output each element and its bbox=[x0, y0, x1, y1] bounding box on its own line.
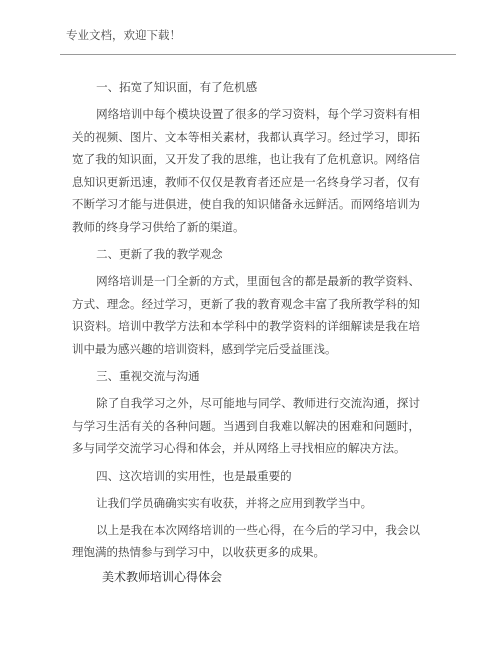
section-heading: 三、重视交流与沟通 bbox=[96, 369, 200, 384]
section-paragraph: 网络培训中每个模块设置了很多的学习资料，每个学习资料有相关的视频、图片、文本等相关素材，我都认真学习。经过学习，即拓宽了我的知识面，又开发了我的思维，也让我有了危机意识。网络信息知识更新迅速，教师不仅仅是教育者还应是一名终身学习者，仅有不断学习才能与进俱进，使自我的知识储备永远鲜活。而网络培训为教师的终身学习供给了新的渠道。 bbox=[72, 107, 420, 235]
section-heading: 一、拓宽了知识面，有了危机感 bbox=[96, 80, 258, 94]
section-paragraph: 除了自我学习之外，尽可能地与同学、教师进行交流沟通，探讨与学习生活有关的各种问题。当遇到自我难以解决的困难和问题时，多与同学交流学习心得和体会，并从网络上寻找相应的解决方法。 bbox=[72, 396, 420, 456]
page-header: 专业文档，欢迎下载！ bbox=[66, 28, 181, 42]
section-paragraph: 让我们学员确确实实有收获，并将之应用到教学当中。 bbox=[96, 495, 373, 510]
header-divider bbox=[60, 54, 456, 55]
document-body bbox=[72, 76, 420, 564]
next-document-title: 美术教师培训心得体会 bbox=[102, 570, 223, 584]
section-paragraph: 以上是我在本次网络培训的一些心得，在今后的学习中，我会以理饱满的热情参与到学习中，以收获更多的成果。 bbox=[72, 522, 420, 560]
section-heading: 二、更新了我的教学观念 bbox=[96, 247, 223, 262]
section-paragraph: 网络培训是一门全新的方式，里面包含的都是最新的教学资料、方式、理念。经过学习，更新了我的教育观念丰富了我所教学科的知识资料。培训中教学方法和本学科中的教学资料的详细解读是我在培训中最为感兴趣的培训资料，感到学完后受益匪浅。 bbox=[72, 274, 420, 357]
section-heading: 四、这次培训的实用性，也是最重要的 bbox=[96, 468, 292, 483]
